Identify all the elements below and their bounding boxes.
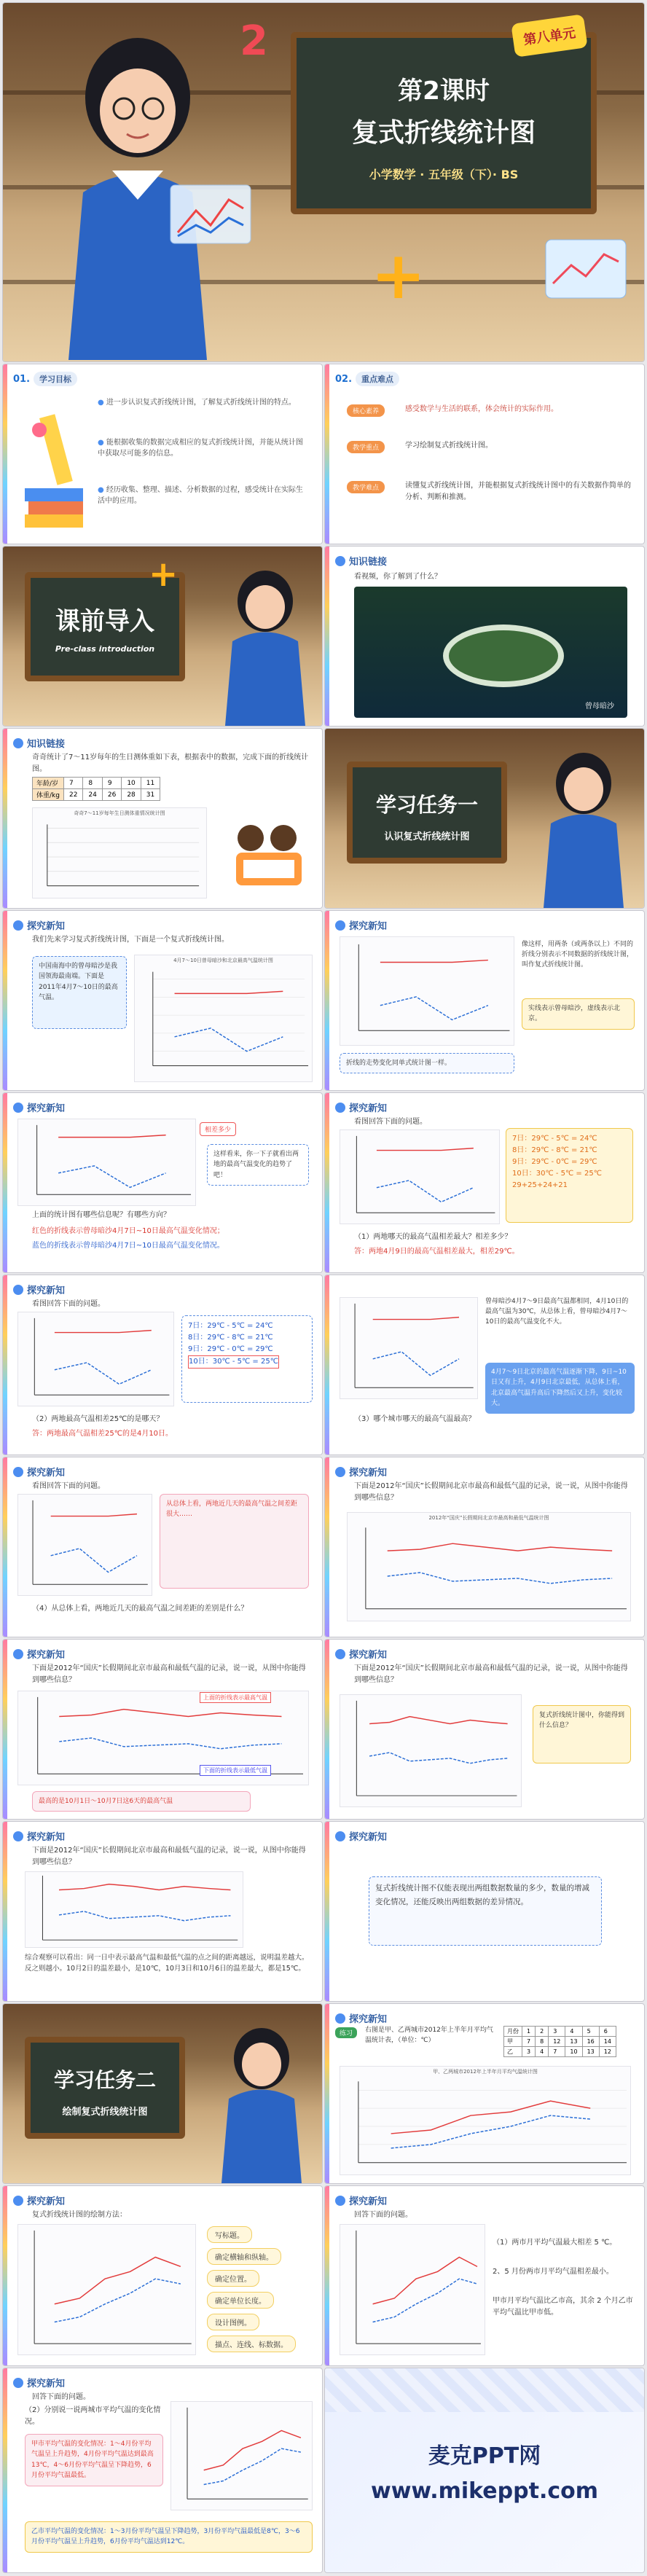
table-cell: 28	[122, 789, 141, 801]
question-text: （1）两地哪天的最高气温相差最大？相差多少？	[354, 1233, 512, 1241]
slide-task-two	[3, 2004, 322, 2183]
city-temp-chart-svg	[171, 2402, 312, 2510]
table-cell: 6	[599, 2027, 616, 2037]
slide-stripe	[325, 2186, 329, 2365]
header-title: 探究新知	[27, 1832, 66, 1843]
key-tag: 核心素养	[347, 404, 385, 417]
slide-stripe	[3, 729, 7, 908]
slide-stripe	[325, 1822, 329, 2001]
explore-icon	[13, 1467, 23, 1477]
brand-block	[325, 2438, 644, 2504]
prompt-text: 右图是甲、乙两城市2012年上半年月平均气温统计表，（单位：℃）	[365, 2027, 493, 2044]
drawing-step: 确定位置。	[207, 2270, 259, 2287]
prompt-text: 下面是2012年“国庆”长假期间北京市最高和最低气温的记录，说一说，从图中你能得到哪些信息？	[32, 1664, 306, 1684]
slide-explore-24	[3, 2368, 322, 2572]
header-title: 探究新知	[349, 2014, 388, 2025]
slide-header	[13, 1100, 65, 1114]
table-cell: 4	[565, 2027, 582, 2037]
header-title: 知识链接	[27, 739, 66, 750]
diff-line: 10日：30℃ - 5℃ = 25℃	[188, 1355, 279, 1369]
lesson-label: 第2课时	[398, 77, 490, 106]
table-cell: 10	[122, 778, 141, 789]
answer-text: 答：两地最高气温相差25℃的是4月10日。	[32, 1430, 173, 1438]
exercise-tag: 练习	[335, 2027, 357, 2038]
section-title: 重点难点	[356, 372, 399, 386]
table-cell: 10	[565, 2047, 582, 2057]
table-cell: 4	[536, 2047, 549, 2057]
table-row	[33, 789, 160, 801]
speech-bubble: 复式折线统计图中，你能得到什么信息？	[533, 1705, 631, 1763]
section-number: 02.	[335, 373, 353, 385]
table-row	[504, 2027, 616, 2037]
city-temp-chart-svg	[340, 2075, 630, 2174]
slide-header	[13, 1829, 65, 1843]
slide-explore-11	[325, 1093, 644, 1272]
diff-tag: 相差多少	[200, 1122, 236, 1136]
cover-title: 复式折线统计图	[351, 118, 536, 148]
slide-stripe	[3, 1457, 7, 1637]
task-chalkboard	[347, 762, 507, 864]
student-girl-illustration	[214, 561, 316, 726]
two-digit-decoration-icon: 2	[240, 17, 268, 65]
city-temp-chart-svg	[18, 2225, 195, 2354]
student-girl-illustration	[211, 2019, 313, 2183]
chart-title: 奇奇7～11岁每年生日测体重情况统计图	[74, 810, 165, 816]
slide-header	[335, 1465, 387, 1479]
answer-box: 乙市平均气温的变化情况：1～3月份平均气温呈下降趋势，3月份平均气温最低是8℃，3～6月份平均气温呈上升趋势，6月份平均气温达到12℃。	[25, 2521, 313, 2553]
table-cell: 13	[582, 2047, 599, 2057]
slide-explore-14	[3, 1457, 322, 1637]
answer-text: 答：两地4月9日的最高气温相差最大，相差29℃。	[354, 1248, 519, 1256]
chart-title: 4月7～10日曾母暗沙和北京最高气温统计图	[173, 958, 273, 963]
city-temp-chart	[17, 2224, 196, 2355]
slide-explore-17	[325, 1640, 644, 1819]
task-chalkboard	[25, 2037, 185, 2139]
explore-icon	[13, 1285, 23, 1295]
question-text: 上面的统计图有哪些信息呢？有哪些方向？	[32, 1211, 170, 1219]
brand-decoration	[325, 2368, 644, 2412]
table-cell: 月份	[504, 2027, 522, 2037]
explore-icon	[335, 1103, 345, 1113]
answer-line: 2、5 月份两市月平均气温相差最小。	[493, 2268, 613, 2276]
goal-item: ● 能根据收集的数据完成相应的复式折线统计图，并能从统计图中获取尽可能多的信息。	[98, 439, 303, 458]
goal-text: 进一步认识复式折线统计图，了解复式折线统计图的特点。	[106, 399, 296, 407]
intro-en: Pre-class introduction	[55, 644, 155, 654]
table-row	[504, 2037, 616, 2047]
temp-chart-svg	[340, 937, 514, 1045]
weight-chart	[32, 807, 207, 899]
conclusion-box: 复式折线统计图不仅能表现出两组数据数量的多少，数量的增减变化情况，还能反映出两组数据的差异情况。	[369, 1876, 602, 1946]
slide-stripe	[3, 1640, 7, 1819]
slide-header	[13, 372, 77, 386]
header-title: 探究新知	[349, 921, 388, 932]
answer-box: 甲市平均气温的变化情况：1～4月份平均气温呈上升趋势，4月份平均气温达到最高13℃，4～6月份平均气温呈下降趋势，6月份平均气温最低。	[25, 2434, 163, 2486]
explore-icon	[335, 1649, 345, 1659]
cover-chalkboard	[291, 32, 597, 214]
slide-task-one	[325, 729, 644, 908]
prompt-text: 复式折线统计图的绘制方法：	[32, 2211, 127, 2219]
slide-stripe	[3, 1822, 7, 2001]
slide-header	[335, 918, 387, 932]
header-title: 探究新知	[27, 2196, 66, 2207]
table-cell: 22	[63, 789, 82, 801]
slide-stripe	[3, 1093, 7, 1272]
question-text: （4）从总体上看，两地近几天的最高气温之间差距的差别是什么？	[32, 1605, 248, 1613]
bottom-note: 最高的是10月1日～10月7日这6天的最高气温	[32, 1791, 251, 1812]
temp-chart-svg	[340, 1130, 499, 1224]
explore-icon	[13, 1103, 23, 1113]
diff-line: 10日：30℃ - 5℃ = 25℃	[512, 1170, 602, 1178]
slide-explore-10	[3, 1093, 322, 1272]
slide-explore-19	[325, 1822, 644, 2001]
difference-box	[506, 1128, 633, 1223]
header-title: 探究新知	[27, 1285, 66, 1296]
section-title: 学习目标	[34, 372, 77, 386]
answer-line: 甲市月平均气温比乙市高，其余 2 个月乙市平均气温比甲市低。	[493, 2297, 633, 2317]
city-temp-chart-svg	[340, 2225, 485, 2354]
slide-header	[13, 1465, 65, 1479]
goal-text: 能根据收集的数据完成相应的复式折线统计图，并能从统计图中获取尽可能多的信息。	[98, 439, 303, 458]
table-cell: 8	[83, 778, 102, 789]
difference-box	[181, 1315, 313, 1403]
prompt-text: 看图回答下面的问题。	[32, 1300, 105, 1308]
video-caption: 曾母暗沙	[585, 702, 614, 710]
slide-stripe	[325, 364, 329, 544]
slide-explore-23	[325, 2186, 644, 2365]
prompt-text: 下面是2012年“国庆”长假期间北京市最高和最低气温的记录，说一说，从图中你能得到哪些信息？	[354, 1482, 628, 1502]
table-cell: 年龄/岁	[33, 778, 64, 789]
table-cell: 14	[599, 2037, 616, 2047]
explore-icon	[13, 2196, 23, 2206]
slide-stripe	[325, 2004, 329, 2183]
slide-header	[13, 2193, 65, 2207]
island-shape	[449, 630, 558, 681]
temp-chart	[134, 955, 313, 1082]
cover-slide	[3, 3, 644, 361]
slide-header	[13, 918, 65, 932]
task-subtitle: 绘制复式折线统计图	[62, 2107, 148, 2118]
key-text: 读懂复式折线统计图，并能根据复式折线统计图中的有关数据作简单的分析、判断和推测。	[405, 482, 631, 501]
table-cell: 11	[141, 778, 160, 789]
national-day-chart-svg	[348, 1522, 630, 1620]
table-cell: 甲	[504, 2037, 522, 2047]
slide-header	[335, 1647, 387, 1661]
answer-line: （1）两市月平均气温最大相差 5 ℃。	[493, 2239, 617, 2247]
diff-line: 8日：29℃ - 8℃ = 21℃	[512, 1146, 597, 1154]
table-cell: 13	[565, 2037, 582, 2047]
national-day-chart	[25, 1871, 243, 1948]
explore-icon	[13, 1831, 23, 1841]
table-cell: 26	[102, 789, 121, 801]
table-cell: 12	[599, 2047, 616, 2057]
slide-knowledge-video	[325, 547, 644, 726]
header-title: 探究新知	[27, 921, 66, 932]
city-temp-chart	[340, 2066, 631, 2175]
explore-icon	[13, 2378, 23, 2388]
slide-stripe	[325, 911, 329, 1090]
answer-text: 红色的折线表示曾母暗沙4月7日~10日最高气温变化情况；	[32, 1227, 224, 1235]
slide-preclass-intro	[3, 547, 322, 726]
prompt-text: 回答下面的问题。	[354, 2211, 412, 2219]
temp-chart	[17, 1312, 174, 1406]
plus-decoration-icon: +	[149, 554, 179, 595]
slide-header	[13, 736, 65, 750]
info-box: 中国南海中的曾母暗沙是我国领海最南端。下面是2011年4月7～10日的最高气温。	[32, 956, 127, 1029]
header-title: 探究新知	[349, 1832, 388, 1843]
header-title: 探究新知	[27, 2379, 66, 2389]
header-title: 探究新知	[349, 1468, 388, 1479]
city-temp-chart	[170, 2401, 313, 2510]
explore-icon	[13, 920, 23, 931]
header-title: 探究新知	[349, 1650, 388, 1661]
weight-chart-svg	[33, 817, 206, 897]
national-day-chart	[340, 1694, 522, 1807]
brand-url-link[interactable]: www.mikeppt.com	[371, 2478, 598, 2504]
slide-explore-16	[3, 1640, 322, 1819]
answer-text: 蓝色的折线表示曾母暗沙4月7日~10日最高气温变化情况。	[32, 1242, 224, 1250]
temp-chart-svg	[18, 1495, 152, 1595]
table-cell: 8	[536, 2037, 549, 2047]
temp-chart-svg	[18, 1119, 195, 1205]
slide-header	[13, 1283, 65, 1296]
table-cell: 31	[141, 789, 160, 801]
slide-key-points	[325, 364, 644, 544]
slide-stripe	[325, 1457, 329, 1637]
temp-chart	[17, 1494, 152, 1596]
table-row	[33, 778, 160, 789]
chart-title: 2012年“国庆”长假期间北京市最高和最低气温统计图	[428, 1515, 549, 1521]
prompt-text: 回答下面的问题。	[32, 2393, 90, 2401]
slide-explore-8	[3, 911, 322, 1090]
drawing-step: 确定横轴和纵轴。	[207, 2248, 281, 2265]
table-cell: 12	[549, 2037, 565, 2047]
slide-explore-9	[325, 911, 644, 1090]
paragraph-box: 4月7～9日北京的最高气温逐渐下降，9日~10日又有上升，4月9日北京最低，从总体上看，北京最高气温升高后下降然后又上升，变化较大。	[485, 1363, 635, 1414]
upper-line-label: 上面的折线表示最高气温	[200, 1692, 271, 1703]
temp-chart	[17, 1119, 196, 1206]
question-text: （3）哪个城市哪天的最高气温最高？	[354, 1415, 476, 1423]
explore-icon	[335, 920, 345, 931]
table-row	[504, 2047, 616, 2057]
prompt-text: 看视频，你了解到了什么？	[354, 573, 442, 581]
header-title: 探究新知	[349, 2196, 388, 2207]
slide-explore-21	[325, 2004, 644, 2183]
task-title: 学习任务一	[375, 793, 478, 817]
slide-header	[335, 554, 387, 568]
slide-stripe	[325, 547, 329, 726]
temp-chart-svg	[340, 1298, 477, 1398]
slide-header	[335, 1829, 387, 1843]
header-title: 探究新知	[27, 1468, 66, 1479]
goal-item: ● 进一步认识复式折线统计图，了解复式折线统计图的特点。	[98, 399, 296, 407]
question-text: （2）分别说一说两城市平均气温的变化情况。	[25, 2406, 161, 2426]
table-cell: 7	[522, 2037, 536, 2047]
kids-reading-illustration	[221, 809, 309, 896]
slide-header	[335, 372, 399, 386]
bottom-note: 折线的走势变化同单式统计图一样。	[340, 1053, 514, 1073]
paragraph-text: 曾母暗沙4月7～9日最高气温都相同，4月10日的最高气温为30℃，从总体上看，曾母暗沙4月7～10日的最高气温变化不大。	[485, 1298, 629, 1326]
cover-subtitle: 小学数学 · 五年级（下）· BS	[369, 168, 519, 181]
table-cell: 3	[522, 2047, 536, 2057]
temp-chart-svg	[135, 964, 312, 1081]
weight-table	[32, 777, 160, 801]
slide-header	[13, 1647, 65, 1661]
slide-stripe	[325, 1640, 329, 1819]
brand-panel	[325, 2368, 644, 2572]
table-cell: 7	[63, 778, 82, 789]
temp-chart	[340, 1297, 478, 1399]
drawing-step: 确定单位长度。	[207, 2292, 274, 2309]
diff-line: 9日：29℃ - 0℃ = 29℃	[512, 1158, 597, 1166]
header-title: 探究新知	[27, 1103, 66, 1114]
diff-line: 7日：29℃ - 5℃ = 24℃	[512, 1135, 597, 1143]
header-title: 知识链接	[349, 557, 388, 568]
drawing-step: 描点、连线、标数据。	[207, 2336, 296, 2352]
legend-note: 实线表示曾母暗沙，虚线表示北京。	[522, 998, 635, 1030]
definition-text: 像这样，用两条（或两条以上）不同的折线分别表示不同数据的折线统计图，叫作复式折线统计图。	[522, 941, 634, 968]
table-cell: 乙	[504, 2047, 522, 2057]
slide-header	[13, 2376, 65, 2389]
drawing-step: 设计图例。	[207, 2314, 259, 2330]
intro-title: 课前导入	[55, 607, 154, 636]
slide-explore-22	[3, 2186, 322, 2365]
task-subtitle: 认识复式折线统计图	[384, 831, 470, 842]
national-day-chart	[347, 1512, 631, 1621]
table-cell: 9	[102, 778, 121, 789]
slide-header	[335, 1100, 387, 1114]
drawing-step: 写标题。	[207, 2226, 252, 2243]
key-text: 学习绘制复式折线统计图。	[405, 442, 493, 450]
slide-stripe	[3, 364, 7, 544]
city-temp-chart	[340, 2224, 485, 2355]
header-title: 探究新知	[349, 1103, 388, 1114]
prompt-text: 奇奇统计了7～11岁每年的生日测体重如下表，根据表中的数据，完成下面的折线统计图。	[32, 753, 309, 773]
prompt-text: 我们先来学习复式折线统计图，下面是一个复式折线统计图。	[32, 936, 229, 944]
slide-stripe	[3, 1275, 7, 1455]
comparison-box: 从总体上看，两地近几天的最高气温之间差距很大……	[160, 1494, 309, 1589]
prompt-text: 下面是2012年“国庆”长假期间北京市最高和最低气温的记录，说一说，从图中你能得到哪些信息？	[354, 1664, 628, 1684]
prompt-text: 下面是2012年“国庆”长假期间北京市最高和最低气温的记录，说一说，从图中你能得到哪些信息？	[32, 1847, 306, 1866]
slide-header	[335, 2011, 387, 2025]
table-cell: 体重/kg	[33, 789, 64, 801]
info-icon	[13, 738, 23, 748]
island-video-frame[interactable]	[354, 587, 627, 718]
table-cell: 3	[549, 2027, 565, 2037]
diff-line: 9日：29℃ - 0℃ = 29℃	[188, 1345, 273, 1353]
temp-chart	[340, 1130, 500, 1224]
lower-line-label: 下面的折线表示最低气温	[200, 1765, 271, 1776]
task-title: 学习任务二	[53, 2068, 156, 2092]
summary-paragraph: 综合观察可以看出：同一日中表示最高气温和最低气温的点之间的距离越远，说明温差越大。反之则越小。10月2日的温差最小，是10℃，10月3日和10月6日的温差最大，都是15℃。	[25, 1954, 309, 1973]
diff-line: 7日：29℃ - 5℃ = 24℃	[188, 1322, 273, 1330]
slide-explore-15	[325, 1457, 644, 1637]
city-temp-table	[503, 2026, 616, 2057]
chart-title: 甲、乙两城市2012年上半年月平均气温统计图	[433, 2069, 538, 2075]
slide-knowledge-table	[3, 729, 322, 908]
explore-icon	[335, 2196, 345, 2206]
prompt-text: 看图回答下面的问题。	[354, 1118, 427, 1126]
key-text: 感受数学与生活的联系，体会统计的实际作用。	[405, 405, 558, 413]
table-cell: 24	[83, 789, 102, 801]
unit-badge: 第八单元	[511, 14, 587, 57]
slide-explore-12	[3, 1275, 322, 1455]
question-text: （2）两地最高气温相差25℃的是哪天？	[32, 1415, 164, 1423]
info-icon	[335, 556, 345, 566]
explore-icon	[335, 1831, 345, 1841]
key-tag: 教学难点	[347, 481, 385, 493]
national-day-chart-svg	[340, 1695, 521, 1806]
diff-sum: 29+25+24+21	[512, 1181, 568, 1189]
national-day-chart-svg	[26, 1872, 243, 1947]
table-cell: 2	[536, 2027, 549, 2037]
diff-line: 8日：29℃ - 8℃ = 21℃	[188, 1334, 273, 1342]
goal-text: 经历收集、整理、描述、分析数据的过程，感受统计在实际生活中的应用。	[98, 486, 303, 505]
prompt-text: 看图回答下面的问题。	[32, 1482, 105, 1490]
table-cell: 7	[549, 2047, 565, 2057]
slide-stripe	[325, 1275, 329, 1455]
line-chart-screen-illustration	[542, 236, 630, 302]
explore-icon	[335, 1467, 345, 1477]
slide-explore-13	[325, 1275, 644, 1455]
slide-explore-18	[3, 1822, 322, 2001]
table-cell: 16	[582, 2037, 599, 2047]
temp-chart	[340, 936, 514, 1046]
slide-header	[335, 2193, 387, 2207]
student-girl-illustration	[25, 17, 265, 360]
student-girl-illustration	[533, 743, 635, 908]
temp-chart-svg	[18, 1312, 173, 1406]
slide-stripe	[3, 911, 7, 1090]
plus-decoration-icon: +	[371, 238, 426, 314]
speech-bubble: 这样看来，你一下子就看出两地的最高气温变化的趋势了吧！	[207, 1144, 309, 1186]
slide-learning-goals	[3, 364, 322, 544]
key-tag: 教学重点	[347, 441, 385, 453]
explore-icon	[13, 1649, 23, 1659]
table-cell: 5	[582, 2027, 599, 2037]
brand-name: 麦克PPT网	[428, 2443, 541, 2469]
explore-icon	[335, 2013, 345, 2024]
pencil-books-illustration	[17, 401, 90, 532]
table-cell: 1	[522, 2027, 536, 2037]
goal-item: ● 经历收集、整理、描述、分析数据的过程，感受统计在实际生活中的应用。	[98, 486, 303, 505]
slide-stripe	[3, 2186, 7, 2365]
slide-stripe	[3, 2368, 7, 2572]
section-number: 01.	[13, 373, 31, 385]
slide-stripe	[325, 1093, 329, 1272]
header-title: 探究新知	[27, 1650, 66, 1661]
